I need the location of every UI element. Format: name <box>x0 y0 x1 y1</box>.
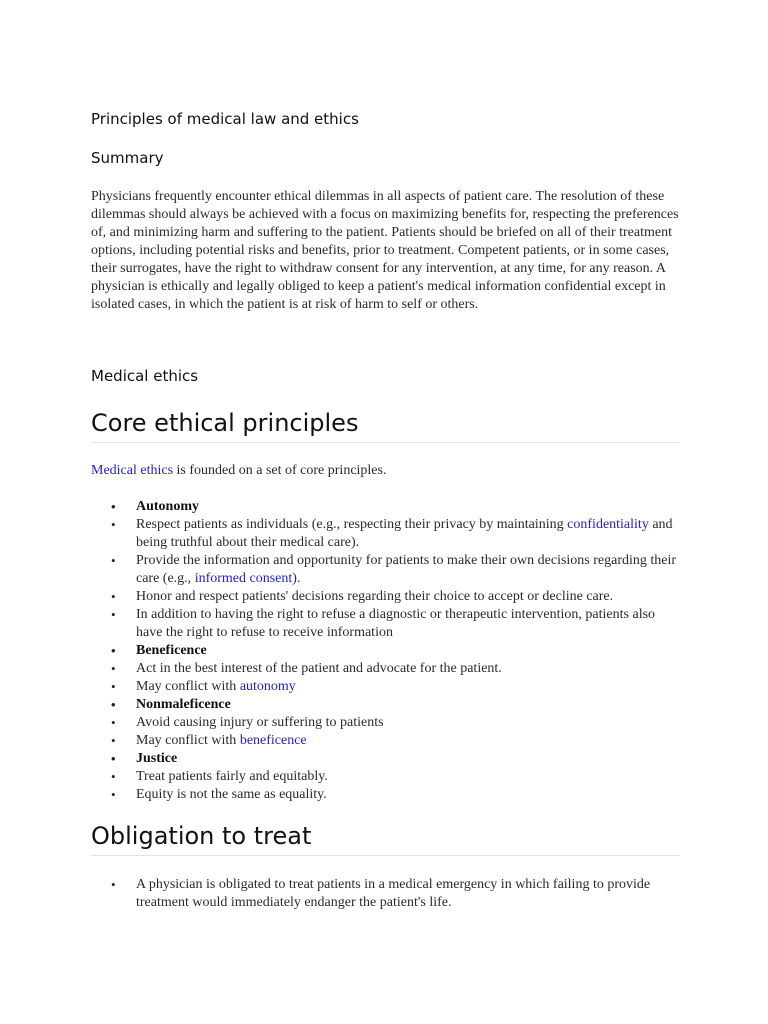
list-item-refuse: • In addition to having the right to refuse a diagnostic or therapeutic intervention, patients also have the right to refuse to receive information <box>91 606 681 642</box>
list-item-equity: • Equity is not the same as equality. <box>91 786 681 804</box>
beneficence-link[interactable]: beneficence <box>239 733 307 748</box>
list-item-conflict-beneficence <box>91 732 681 750</box>
list-item-justice: • Justice <box>91 750 681 768</box>
document-title: Principles of medical law and ethics <box>91 110 359 128</box>
autonomy-link[interactable]: autonomy <box>239 679 296 694</box>
list-item-emergency: • A physician is obligated to treat patients in a medical emergency in which failing to provide treatment would immediately endanger the patient's life. <box>91 876 681 912</box>
obligation-heading: Obligation to treat <box>91 821 679 856</box>
core-principles-list <box>91 498 681 804</box>
list-item-respect <box>91 516 681 552</box>
respect-text-a: Respect patients as individuals (e.g., respecting their privacy by maintaining <box>136 517 568 532</box>
summary-paragraph: Physicians frequently encounter ethical dilemmas in all aspects of patient care. The resolution of these dilemmas should always be achieved with a focus on maximizing benefits for, respecting the preferences of, and minimizing harm and suffering to the patient. Patients should be briefed on all of their treatment options, including potential risks and benefits, prior to treatment. Competent patients, or in some cases, their surrogates, have the right to withdraw consent for any intervention, at any time, for any reason. A physician is ethically and legally obliged to keep a patient's medical information confidential except in isolated cases, in which the patient is at risk of harm to self or others. <box>91 189 679 312</box>
respect-text-b: and being truthful about their medical care). <box>136 517 673 550</box>
provide-text-a: Provide the information and opportunity for patients to make their own decisions regarding their care (e.g., <box>136 553 677 586</box>
provide-text-b: ). <box>292 571 301 586</box>
obligation-list <box>91 876 681 912</box>
medical-ethics-heading: Medical ethics <box>91 367 199 385</box>
informed-consent-link[interactable]: informed consent <box>194 571 293 586</box>
medical-ethics-link[interactable]: Medical ethics <box>91 463 174 478</box>
list-item-nonmaleficence: • Nonmaleficence <box>91 696 681 714</box>
confidentiality-link[interactable]: confidentiality <box>567 517 649 532</box>
list-item-conflict-autonomy <box>91 678 681 696</box>
core-principles-heading: Core ethical principles <box>91 408 679 443</box>
conflict-autonomy-text: May conflict with <box>136 679 240 694</box>
list-item-provide <box>91 552 681 588</box>
list-item-best-interest: • Act in the best interest of the patient and advocate for the patient. <box>91 660 681 678</box>
list-item-beneficence: • Beneficence <box>91 642 681 660</box>
list-item-avoid-injury: • Avoid causing injury or suffering to patients <box>91 714 681 732</box>
summary-heading: Summary <box>91 149 164 167</box>
list-item-autonomy: • Autonomy <box>91 498 681 516</box>
conflict-beneficence-text: May conflict with <box>136 733 240 748</box>
list-item-treat-fairly: • Treat patients fairly and equitably. <box>91 768 681 786</box>
core-intro <box>91 462 386 480</box>
core-intro-text: is founded on a set of core principles. <box>173 463 387 478</box>
list-item-honor: • Honor and respect patients' decisions regarding their choice to accept or decline care. <box>91 588 681 606</box>
